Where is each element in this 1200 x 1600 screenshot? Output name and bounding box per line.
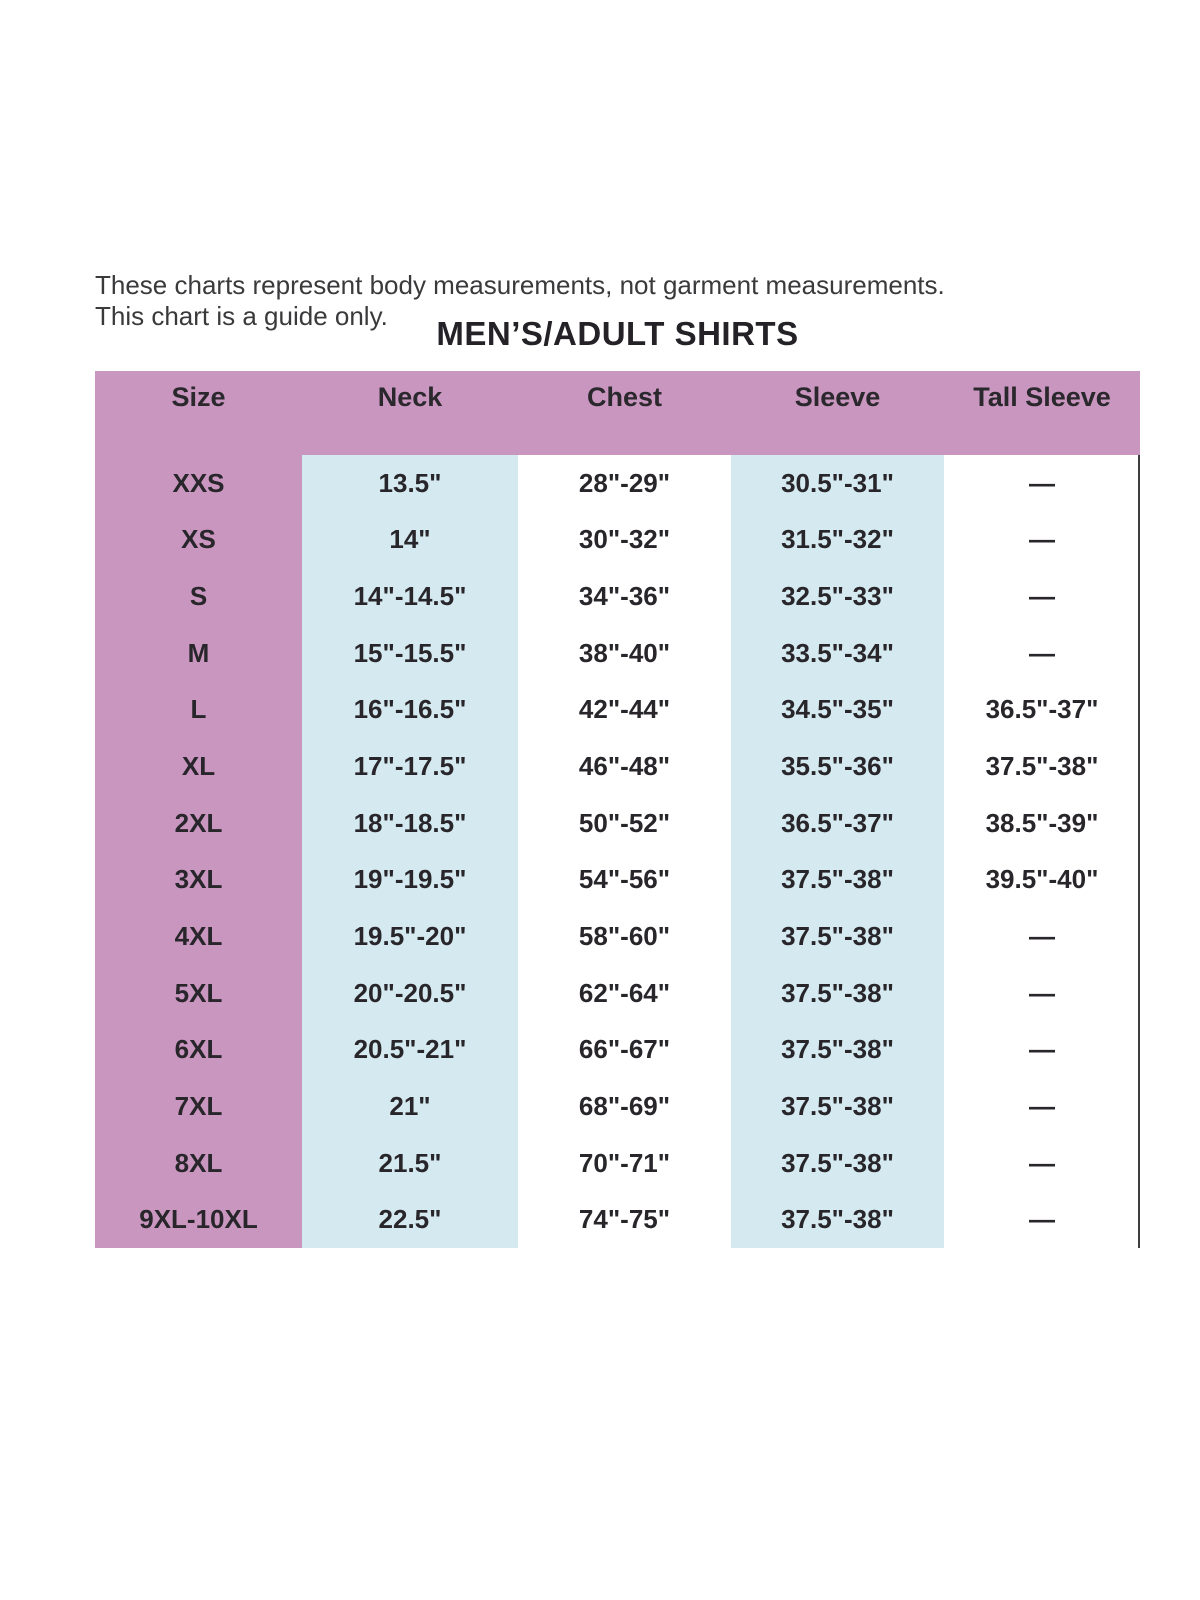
sleeve-cell: 37.5"-38" xyxy=(731,1192,944,1249)
size-chart-table xyxy=(95,371,1140,1248)
sleeve-cell: 37.5"-38" xyxy=(731,1078,944,1135)
tall-sleeve-cell: — xyxy=(1029,921,1055,952)
sleeve-cell: 35.5"-36" xyxy=(731,738,944,795)
tall-sleeve-cell: 36.5"-37" xyxy=(985,694,1099,725)
sleeve-cell: 31.5"-32" xyxy=(731,512,944,569)
column-header-chest: Chest xyxy=(586,382,662,412)
table-row xyxy=(95,682,1138,739)
table-row xyxy=(95,1022,1138,1079)
size-cell: 8XL xyxy=(95,1135,302,1192)
tall-sleeve-cell: 37.5"-38" xyxy=(985,751,1099,782)
tall-sleeve-cell: 39.5"-40" xyxy=(985,864,1099,895)
chest-cell: 46"-48" xyxy=(578,751,671,782)
neck-cell: 14" xyxy=(302,512,518,569)
sleeve-cell: 36.5"-37" xyxy=(731,795,944,852)
neck-cell: 15"-15.5" xyxy=(302,625,518,682)
measurement-note-line2: This chart is a guide only. xyxy=(95,301,388,331)
tall-sleeve-cell: — xyxy=(1029,1147,1055,1178)
chest-cell: 68"-69" xyxy=(578,1091,671,1122)
sleeve-cell: 34.5"-35" xyxy=(731,682,944,739)
size-cell: 5XL xyxy=(95,965,302,1022)
table-row xyxy=(95,625,1138,682)
chest-cell: 50"-52" xyxy=(578,807,671,838)
table-header-row xyxy=(95,371,1140,455)
size-cell: XL xyxy=(95,738,302,795)
chest-cell: 70"-71" xyxy=(578,1147,671,1178)
table-row xyxy=(95,738,1138,795)
sleeve-cell: 37.5"-38" xyxy=(731,1022,944,1079)
chest-cell: 66"-67" xyxy=(578,1034,671,1065)
chest-cell: 62"-64" xyxy=(578,977,671,1008)
sleeve-cell: 37.5"-38" xyxy=(731,908,944,965)
sleeve-cell: 32.5"-33" xyxy=(731,568,944,625)
sleeve-cell: 33.5"-34" xyxy=(731,625,944,682)
tall-sleeve-cell: — xyxy=(1029,524,1055,555)
table-row xyxy=(95,568,1138,625)
size-cell: 3XL xyxy=(95,852,302,909)
sleeve-cell: 37.5"-38" xyxy=(731,965,944,1022)
table-row xyxy=(95,852,1138,909)
neck-cell: 19"-19.5" xyxy=(302,852,518,909)
column-header-size: Size xyxy=(171,382,226,412)
tall-sleeve-cell: — xyxy=(1029,467,1055,498)
table-row xyxy=(95,512,1138,569)
table-row xyxy=(95,455,1138,512)
chest-cell: 42"-44" xyxy=(578,694,671,725)
neck-cell: 21" xyxy=(302,1078,518,1135)
column-header-tall-sleeve: Tall Sleeve xyxy=(973,382,1111,412)
tall-sleeve-cell: — xyxy=(1029,977,1055,1008)
chest-cell: 38"-40" xyxy=(578,637,671,668)
neck-cell: 13.5" xyxy=(302,455,518,512)
column-header-sleeve: Sleeve xyxy=(794,382,881,412)
neck-cell: 20"-20.5" xyxy=(302,965,518,1022)
tall-sleeve-cell: — xyxy=(1029,637,1055,668)
sleeve-cell: 37.5"-38" xyxy=(731,852,944,909)
table-row xyxy=(95,795,1138,852)
chest-cell: 54"-56" xyxy=(578,864,671,895)
size-cell: M xyxy=(95,625,302,682)
chest-cell: 74"-75" xyxy=(578,1204,671,1235)
tall-sleeve-cell: 38.5"-39" xyxy=(985,807,1099,838)
size-cell: 2XL xyxy=(95,795,302,852)
size-cell: XS xyxy=(95,512,302,569)
size-cell: 9XL-10XL xyxy=(95,1192,302,1249)
tall-sleeve-cell: — xyxy=(1029,581,1055,612)
table-row xyxy=(95,965,1138,1022)
table-row xyxy=(95,908,1138,965)
sleeve-cell: 30.5"-31" xyxy=(731,455,944,512)
neck-cell: 20.5"-21" xyxy=(302,1022,518,1079)
measurement-note-line1: These charts represent body measurements, not garment measurements. xyxy=(95,270,945,300)
chest-cell: 34"-36" xyxy=(578,581,671,612)
table-row xyxy=(95,1078,1138,1135)
sleeve-cell: 37.5"-38" xyxy=(731,1135,944,1192)
neck-cell: 14"-14.5" xyxy=(302,568,518,625)
size-cell: S xyxy=(95,568,302,625)
size-cell: L xyxy=(95,682,302,739)
table-row xyxy=(95,1135,1138,1192)
tall-sleeve-cell: — xyxy=(1029,1204,1055,1235)
chest-cell: 30"-32" xyxy=(578,524,671,555)
size-cell: 4XL xyxy=(95,908,302,965)
column-header-neck: Neck xyxy=(377,382,443,412)
table-body xyxy=(95,455,1140,1248)
size-cell: XXS xyxy=(95,455,302,512)
neck-cell: 16"-16.5" xyxy=(302,682,518,739)
page-title: MEN’S/ADULT SHIRTS xyxy=(436,315,799,352)
chest-cell: 28"-29" xyxy=(578,467,671,498)
neck-cell: 18"-18.5" xyxy=(302,795,518,852)
table-row xyxy=(95,1192,1138,1249)
size-cell: 7XL xyxy=(95,1078,302,1135)
neck-cell: 17"-17.5" xyxy=(302,738,518,795)
tall-sleeve-cell: — xyxy=(1029,1091,1055,1122)
chest-cell: 58"-60" xyxy=(578,921,671,952)
size-cell: 6XL xyxy=(95,1022,302,1079)
neck-cell: 21.5" xyxy=(302,1135,518,1192)
tall-sleeve-cell: — xyxy=(1029,1034,1055,1065)
neck-cell: 22.5" xyxy=(302,1192,518,1249)
neck-cell: 19.5"-20" xyxy=(302,908,518,965)
